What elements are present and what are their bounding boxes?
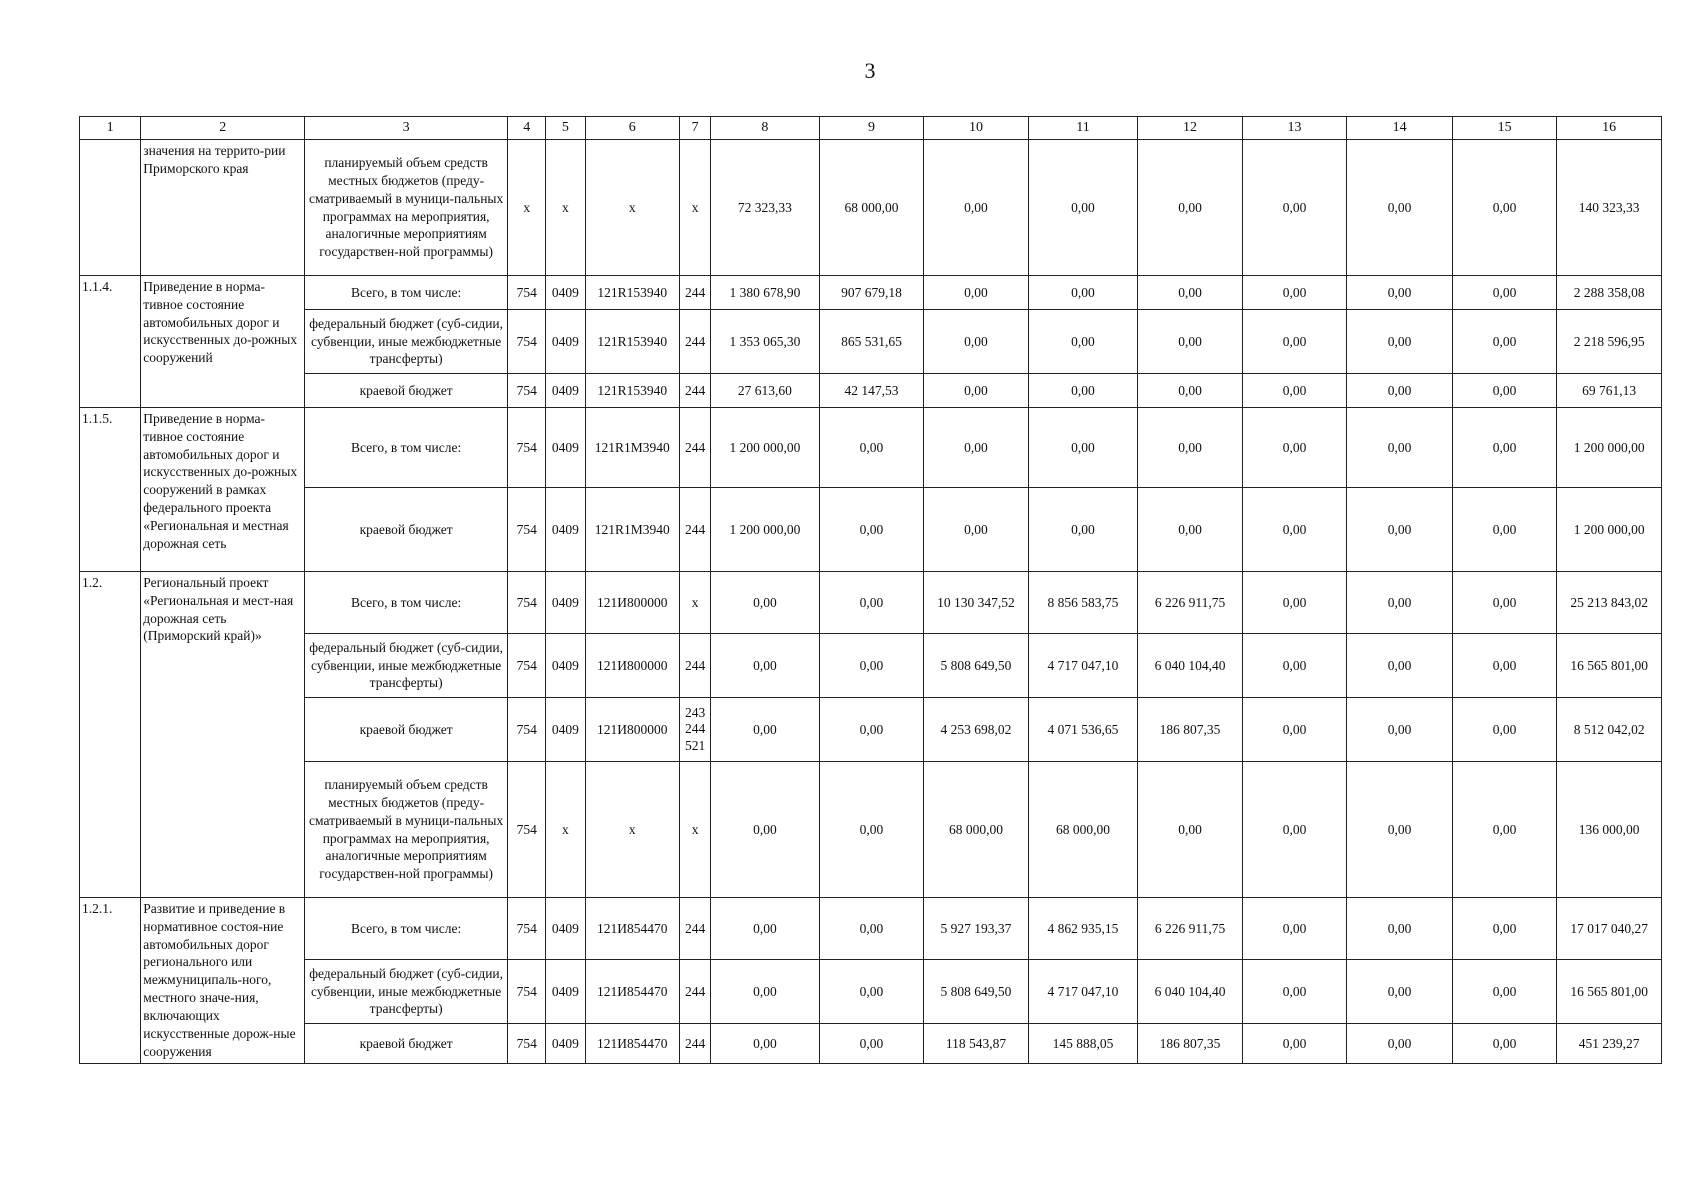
header-cell: 16 <box>1557 117 1662 140</box>
code-c5: x <box>546 762 585 898</box>
funding-source: федеральный бюджет (суб-сидии, субвенции, иные межбюджетные трансферты) <box>305 634 508 698</box>
item-number: 1.1.4. <box>80 276 141 408</box>
amount-cell: 0,00 <box>1347 1024 1453 1064</box>
amount-cell: 0,00 <box>819 698 924 762</box>
amount-cell: 0,00 <box>1242 762 1347 898</box>
code-c4: 754 <box>508 698 546 762</box>
amount-cell: 0,00 <box>1347 140 1453 276</box>
amount-cell: 0,00 <box>1028 488 1138 572</box>
table-body <box>80 117 1662 1064</box>
header-cell: 5 <box>546 117 585 140</box>
amount-cell: 0,00 <box>1452 276 1557 310</box>
header-cell: 15 <box>1452 117 1557 140</box>
code-c7: 244 <box>679 960 710 1024</box>
code-c7: x <box>679 572 710 634</box>
amount-cell: 0,00 <box>1028 276 1138 310</box>
amount-cell: 140 323,33 <box>1557 140 1662 276</box>
funding-source: Всего, в том числе: <box>305 572 508 634</box>
amount-cell: 2 218 596,95 <box>1557 310 1662 374</box>
amount-cell: 6 040 104,40 <box>1138 960 1243 1024</box>
amount-cell: 0,00 <box>1242 276 1347 310</box>
code-c5: 0409 <box>546 960 585 1024</box>
code-c6: 121И800000 <box>585 698 679 762</box>
amount-cell: 0,00 <box>1242 634 1347 698</box>
amount-cell: 0,00 <box>819 634 924 698</box>
amount-cell: 186 807,35 <box>1138 1024 1243 1064</box>
table-row <box>80 488 1662 572</box>
code-c7-part: 244 <box>684 721 706 737</box>
amount-cell: 0,00 <box>1138 762 1243 898</box>
amount-cell: 0,00 <box>1028 310 1138 374</box>
code-c6: 121И800000 <box>585 572 679 634</box>
amount-cell: 0,00 <box>1452 1024 1557 1064</box>
code-c4: x <box>508 140 546 276</box>
table-row <box>80 1024 1662 1064</box>
code-c7: 244 <box>679 276 710 310</box>
funding-source: Всего, в том числе: <box>305 276 508 310</box>
amount-cell: 0,00 <box>1138 374 1243 408</box>
funding-source: Всего, в том числе: <box>305 408 508 488</box>
table-row <box>80 374 1662 408</box>
code-c5: 0409 <box>546 408 585 488</box>
amount-cell: 0,00 <box>924 310 1029 374</box>
amount-cell: 0,00 <box>1452 634 1557 698</box>
code-c7: 244 <box>679 1024 710 1064</box>
amount-cell: 1 200 000,00 <box>1557 408 1662 488</box>
item-name: Развитие и приведение в нормативное состоя-ние автомобильных дорог регионального или межмуниципаль-ного, местного значе-ния, включающих искусственные дорож-ные сооружения <box>141 898 305 1064</box>
table-row <box>80 276 1662 310</box>
funding-source: федеральный бюджет (суб-сидии, субвенции, иные межбюджетные трансферты) <box>305 310 508 374</box>
amount-cell: 4 717 047,10 <box>1028 634 1138 698</box>
item-number: 1.2.1. <box>80 898 141 1064</box>
code-c5: 0409 <box>546 898 585 960</box>
amount-cell: 0,00 <box>1242 488 1347 572</box>
code-c4: 754 <box>508 488 546 572</box>
item-number: 1.2. <box>80 572 141 898</box>
code-c6: 121И854470 <box>585 1024 679 1064</box>
amount-cell: 145 888,05 <box>1028 1024 1138 1064</box>
header-cell: 14 <box>1347 117 1453 140</box>
code-c6: 121И800000 <box>585 634 679 698</box>
amount-cell: 0,00 <box>1242 960 1347 1024</box>
code-c7: x <box>679 140 710 276</box>
amount-cell: 0,00 <box>711 634 820 698</box>
amount-cell: 0,00 <box>1242 374 1347 408</box>
amount-cell: 0,00 <box>924 276 1029 310</box>
amount-cell: 0,00 <box>1028 374 1138 408</box>
header-cell: 2 <box>141 117 305 140</box>
amount-cell: 6 226 911,75 <box>1138 898 1243 960</box>
code-c4: 754 <box>508 572 546 634</box>
code-c6: 121R153940 <box>585 276 679 310</box>
amount-cell: 0,00 <box>711 1024 820 1064</box>
amount-cell: 6 226 911,75 <box>1138 572 1243 634</box>
code-c7-part: 521 <box>684 737 706 753</box>
amount-cell: 68 000,00 <box>1028 762 1138 898</box>
amount-cell: 0,00 <box>1138 276 1243 310</box>
table-row <box>80 762 1662 898</box>
code-c4: 754 <box>508 408 546 488</box>
amount-cell: 136 000,00 <box>1557 762 1662 898</box>
header-cell: 10 <box>924 117 1029 140</box>
amount-cell: 0,00 <box>819 1024 924 1064</box>
amount-cell: 0,00 <box>1347 762 1453 898</box>
amount-cell: 8 512 042,02 <box>1557 698 1662 762</box>
code-c6: x <box>585 140 679 276</box>
code-c7: 244 <box>679 488 710 572</box>
amount-cell: 0,00 <box>1347 960 1453 1024</box>
funding-source: краевой бюджет <box>305 698 508 762</box>
amount-cell: 5 808 649,50 <box>924 634 1029 698</box>
header-row <box>80 117 1662 140</box>
amount-cell: 0,00 <box>924 374 1029 408</box>
header-cell: 1 <box>80 117 141 140</box>
amount-cell: 0,00 <box>819 960 924 1024</box>
header-cell: 4 <box>508 117 546 140</box>
code-c5: x <box>546 140 585 276</box>
code-c5: 0409 <box>546 1024 585 1064</box>
amount-cell: 0,00 <box>1242 1024 1347 1064</box>
header-cell: 9 <box>819 117 924 140</box>
amount-cell: 0,00 <box>1028 140 1138 276</box>
amount-cell: 0,00 <box>819 488 924 572</box>
code-c7: x <box>679 762 710 898</box>
table-row <box>80 408 1662 488</box>
item-name: значения на террито-рии Приморского края <box>141 140 305 276</box>
code-c5: 0409 <box>546 634 585 698</box>
amount-cell: 0,00 <box>1347 374 1453 408</box>
amount-cell: 0,00 <box>1452 572 1557 634</box>
amount-cell: 865 531,65 <box>819 310 924 374</box>
amount-cell: 16 565 801,00 <box>1557 960 1662 1024</box>
budget-table <box>79 116 1662 1064</box>
amount-cell: 0,00 <box>1242 898 1347 960</box>
header-cell: 7 <box>679 117 710 140</box>
amount-cell: 0,00 <box>819 572 924 634</box>
table-row <box>80 140 1662 276</box>
amount-cell: 1 200 000,00 <box>711 408 820 488</box>
amount-cell: 1 380 678,90 <box>711 276 820 310</box>
funding-source: планируемый объем средств местных бюджетов (преду-сматриваемый в муници-пальных программах на мероприятия, аналогичные мероприятиям государствен-ной программы) <box>305 140 508 276</box>
code-c6: 121R1M3940 <box>585 488 679 572</box>
amount-cell: 16 565 801,00 <box>1557 634 1662 698</box>
amount-cell: 0,00 <box>1452 960 1557 1024</box>
code-c7-part: 243 <box>684 705 706 721</box>
amount-cell: 0,00 <box>1452 310 1557 374</box>
code-c7: 244 <box>679 634 710 698</box>
amount-cell: 0,00 <box>1138 310 1243 374</box>
amount-cell: 10 130 347,52 <box>924 572 1029 634</box>
amount-cell: 5 808 649,50 <box>924 960 1029 1024</box>
amount-cell: 0,00 <box>1452 140 1557 276</box>
amount-cell: 0,00 <box>1028 408 1138 488</box>
amount-cell: 4 253 698,02 <box>924 698 1029 762</box>
amount-cell: 68 000,00 <box>819 140 924 276</box>
code-c7 <box>679 698 710 762</box>
amount-cell: 0,00 <box>1347 698 1453 762</box>
funding-source: планируемый объем средств местных бюджетов (преду-сматриваемый в муници-пальных программах на мероприятия, аналогичные мероприятиям государствен-ной программы) <box>305 762 508 898</box>
table-row <box>80 898 1662 960</box>
amount-cell: 0,00 <box>711 898 820 960</box>
amount-cell: 0,00 <box>1347 634 1453 698</box>
code-c4: 754 <box>508 276 546 310</box>
code-c5: 0409 <box>546 374 585 408</box>
amount-cell: 6 040 104,40 <box>1138 634 1243 698</box>
funding-source: краевой бюджет <box>305 374 508 408</box>
code-c4: 754 <box>508 898 546 960</box>
amount-cell: 0,00 <box>1138 140 1243 276</box>
code-c4: 754 <box>508 634 546 698</box>
amount-cell: 69 761,13 <box>1557 374 1662 408</box>
code-c6: 121И854470 <box>585 898 679 960</box>
item-number: 1.1.5. <box>80 408 141 572</box>
code-c5: 0409 <box>546 276 585 310</box>
amount-cell: 907 679,18 <box>819 276 924 310</box>
amount-cell: 4 862 935,15 <box>1028 898 1138 960</box>
table-row <box>80 960 1662 1024</box>
amount-cell: 1 200 000,00 <box>1557 488 1662 572</box>
amount-cell: 1 353 065,30 <box>711 310 820 374</box>
header-cell: 3 <box>305 117 508 140</box>
amount-cell: 0,00 <box>819 898 924 960</box>
code-c6: 121R1M3940 <box>585 408 679 488</box>
header-cell: 8 <box>711 117 820 140</box>
funding-source: краевой бюджет <box>305 1024 508 1064</box>
item-name: Приведение в норма-тивное состояние автомобильных дорог и искусственных до-рожных сооружений <box>141 276 305 408</box>
item-number <box>80 140 141 276</box>
amount-cell: 17 017 040,27 <box>1557 898 1662 960</box>
table-row <box>80 634 1662 698</box>
code-c6: 121R153940 <box>585 374 679 408</box>
code-c6: 121R153940 <box>585 310 679 374</box>
amount-cell: 0,00 <box>711 572 820 634</box>
code-c6: x <box>585 762 679 898</box>
code-c4: 754 <box>508 960 546 1024</box>
amount-cell: 27 613,60 <box>711 374 820 408</box>
amount-cell: 0,00 <box>1347 408 1453 488</box>
funding-source: федеральный бюджет (суб-сидии, субвенции, иные межбюджетные трансферты) <box>305 960 508 1024</box>
amount-cell: 25 213 843,02 <box>1557 572 1662 634</box>
page-number: 3 <box>864 58 876 83</box>
amount-cell: 0,00 <box>1452 374 1557 408</box>
amount-cell: 0,00 <box>924 488 1029 572</box>
table-row <box>80 310 1662 374</box>
amount-cell: 0,00 <box>819 762 924 898</box>
amount-cell: 4 071 536,65 <box>1028 698 1138 762</box>
amount-cell: 72 323,33 <box>711 140 820 276</box>
amount-cell: 451 239,27 <box>1557 1024 1662 1064</box>
code-c4: 754 <box>508 762 546 898</box>
amount-cell: 68 000,00 <box>924 762 1029 898</box>
amount-cell: 0,00 <box>1242 408 1347 488</box>
amount-cell: 4 717 047,10 <box>1028 960 1138 1024</box>
table-row <box>80 572 1662 634</box>
amount-cell: 118 543,87 <box>924 1024 1029 1064</box>
code-c7: 244 <box>679 408 710 488</box>
amount-cell: 0,00 <box>1347 276 1453 310</box>
amount-cell: 0,00 <box>711 960 820 1024</box>
amount-cell: 0,00 <box>711 698 820 762</box>
amount-cell: 186 807,35 <box>1138 698 1243 762</box>
amount-cell: 0,00 <box>1452 898 1557 960</box>
amount-cell: 0,00 <box>1138 408 1243 488</box>
code-c4: 754 <box>508 310 546 374</box>
amount-cell: 2 288 358,08 <box>1557 276 1662 310</box>
code-c4: 754 <box>508 1024 546 1064</box>
amount-cell: 0,00 <box>711 762 820 898</box>
code-c7: 244 <box>679 310 710 374</box>
code-c5: 0409 <box>546 310 585 374</box>
code-c5: 0409 <box>546 488 585 572</box>
header-cell: 11 <box>1028 117 1138 140</box>
amount-cell: 0,00 <box>1452 408 1557 488</box>
amount-cell: 0,00 <box>1452 698 1557 762</box>
amount-cell: 0,00 <box>1452 488 1557 572</box>
amount-cell: 0,00 <box>1452 762 1557 898</box>
amount-cell: 0,00 <box>1242 140 1347 276</box>
amount-cell: 1 200 000,00 <box>711 488 820 572</box>
amount-cell: 0,00 <box>1347 572 1453 634</box>
amount-cell: 0,00 <box>1242 310 1347 374</box>
amount-cell: 42 147,53 <box>819 374 924 408</box>
amount-cell: 0,00 <box>1347 488 1453 572</box>
item-name: Региональный проект «Региональная и мест-ная дорожная сеть (Приморский край)» <box>141 572 305 898</box>
amount-cell: 0,00 <box>1347 898 1453 960</box>
header-cell: 6 <box>585 117 679 140</box>
code-c5: 0409 <box>546 572 585 634</box>
amount-cell: 0,00 <box>924 140 1029 276</box>
funding-source: краевой бюджет <box>305 488 508 572</box>
amount-cell: 0,00 <box>924 408 1029 488</box>
funding-source: Всего, в том числе: <box>305 898 508 960</box>
code-c7: 244 <box>679 374 710 408</box>
amount-cell: 0,00 <box>1138 488 1243 572</box>
code-c7: 244 <box>679 898 710 960</box>
amount-cell: 8 856 583,75 <box>1028 572 1138 634</box>
header-cell: 13 <box>1242 117 1347 140</box>
code-c5: 0409 <box>546 698 585 762</box>
amount-cell: 5 927 193,37 <box>924 898 1029 960</box>
amount-cell: 0,00 <box>1347 310 1453 374</box>
header-cell: 12 <box>1138 117 1243 140</box>
amount-cell: 0,00 <box>819 408 924 488</box>
item-name: Приведение в норма-тивное состояние автомобильных дорог и искусственных до-рожных сооружений в рамках федерального проекта «Региональная и местная дорожная сеть <box>141 408 305 572</box>
amount-cell: 0,00 <box>1242 698 1347 762</box>
table-row <box>80 698 1662 762</box>
amount-cell: 0,00 <box>1242 572 1347 634</box>
code-c6: 121И854470 <box>585 960 679 1024</box>
code-c4: 754 <box>508 374 546 408</box>
